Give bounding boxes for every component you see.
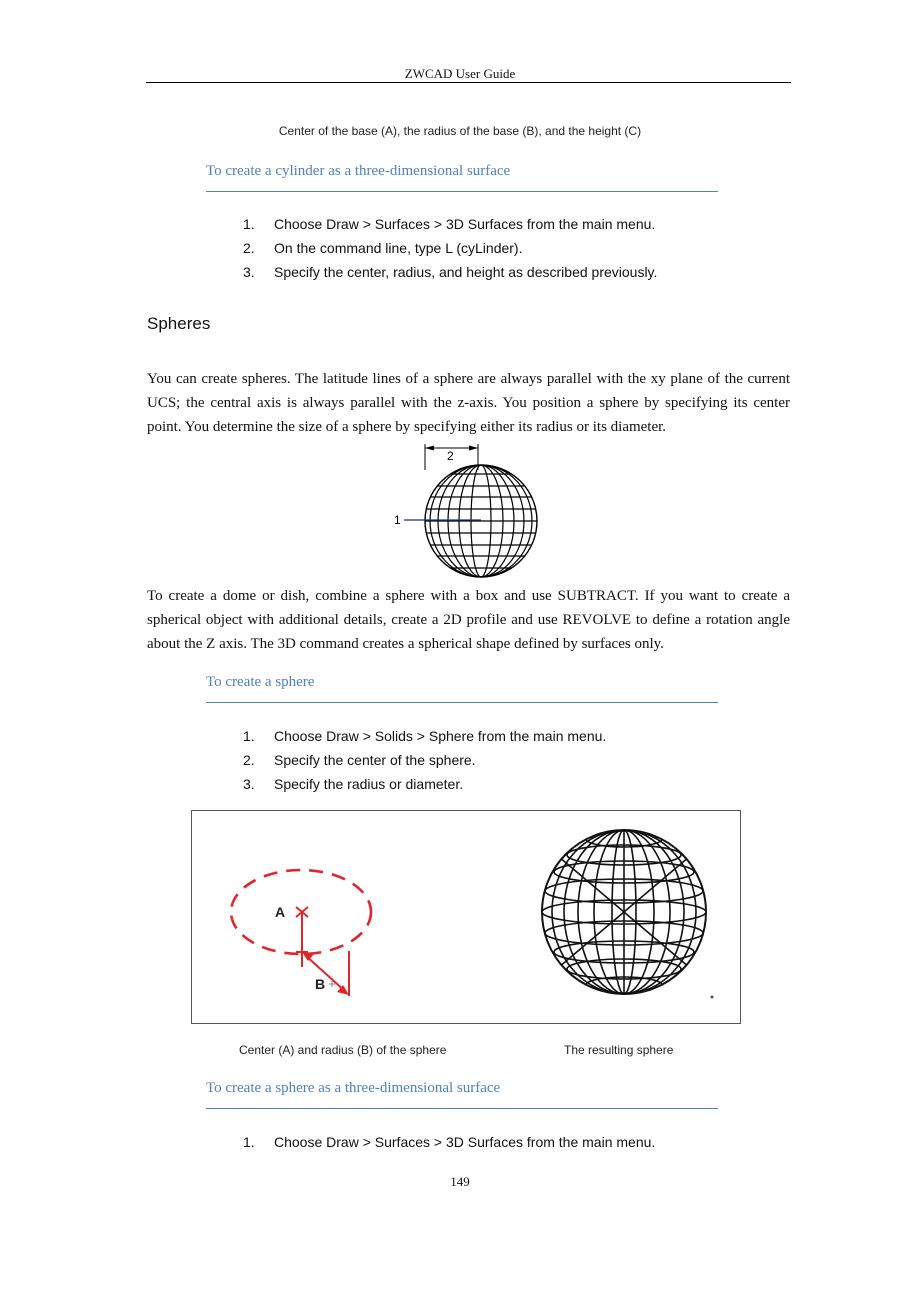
figure-label-a: A — [275, 904, 286, 920]
diagram-label-2: 2 — [447, 449, 454, 463]
figure-caption-left: Center (A) and radius (B) of the sphere — [239, 1043, 447, 1057]
cylinder-surface-steps — [243, 212, 657, 284]
dome-dish-paragraph: To create a dome or dish, combine a sphere with a box and use SUBTRACT. If you want to create a spherical object with additional details, create a 2D profile and use REVOLVE to define a rotation angle about the Z axis. The 3D command creates a spherical shape defined by surfaces only. — [147, 588, 790, 652]
list-item — [243, 212, 657, 236]
step-text: Specify the center of the sphere. — [274, 752, 476, 768]
list-item — [243, 260, 657, 284]
spheres-intro-paragraph: You can create spheres. The latitude lines of a sphere are always parallel with the xy plane of the current UCS; the central axis is always parallel with the z-axis. You position a sphere by specifying its center point. You determine the size of a sphere by specifying either its radius or its diameter. — [147, 371, 790, 435]
sphere-wireframe-diagram — [380, 440, 550, 582]
sphere-surface-rule — [206, 1108, 718, 1109]
create-sphere-heading: To create a sphere — [206, 674, 315, 690]
create-sphere-steps — [243, 724, 606, 796]
step-text: Choose Draw > Surfaces > 3D Surfaces from the main menu. — [274, 1134, 656, 1150]
sphere-figure-box — [191, 810, 741, 1024]
step-text: Choose Draw > Surfaces > 3D Surfaces from the main menu. — [274, 216, 656, 232]
list-item — [243, 724, 606, 748]
header-rule — [146, 82, 791, 83]
step-text: Choose Draw > Solids > Sphere from the main menu. — [274, 728, 607, 744]
cylinder-surface-heading: To create a cylinder as a three-dimensional surface — [206, 163, 511, 179]
step-text: Specify the center, radius, and height as described previously. — [274, 264, 658, 280]
create-sphere-rule — [206, 702, 718, 703]
sphere-surface-heading: To create a sphere as a three-dimensional surface — [206, 1080, 501, 1096]
step-number: 1. — [243, 1134, 255, 1150]
diagram-label-1: 1 — [394, 513, 401, 527]
list-item — [243, 236, 657, 260]
step-number: 1. — [243, 216, 255, 232]
figure-label-b: B — [315, 976, 326, 992]
step-number: 2. — [243, 752, 255, 768]
running-header: ZWCAD User Guide — [404, 66, 516, 81]
cylinder-figure-caption: Center of the base (A), the radius of the base (B), and the height (C) — [278, 124, 642, 138]
list-item — [243, 1130, 655, 1154]
sphere-surface-steps — [243, 1130, 655, 1154]
step-number: 1. — [243, 728, 255, 744]
list-item — [243, 748, 606, 772]
list-item — [243, 772, 606, 796]
step-text: Specify the radius or diameter. — [274, 776, 464, 792]
sphere-figure-drawing — [192, 811, 740, 1023]
step-number: 3. — [243, 776, 255, 792]
page-number: 149 — [450, 1174, 470, 1189]
step-number: 2. — [243, 240, 255, 256]
step-number: 3. — [243, 264, 255, 280]
section-heading-spheres: Spheres — [147, 314, 211, 333]
cylinder-surface-rule — [206, 191, 718, 192]
step-text: On the command line, type L (cyLinder). — [274, 240, 523, 256]
figure-caption-right: The resulting sphere — [564, 1043, 674, 1057]
